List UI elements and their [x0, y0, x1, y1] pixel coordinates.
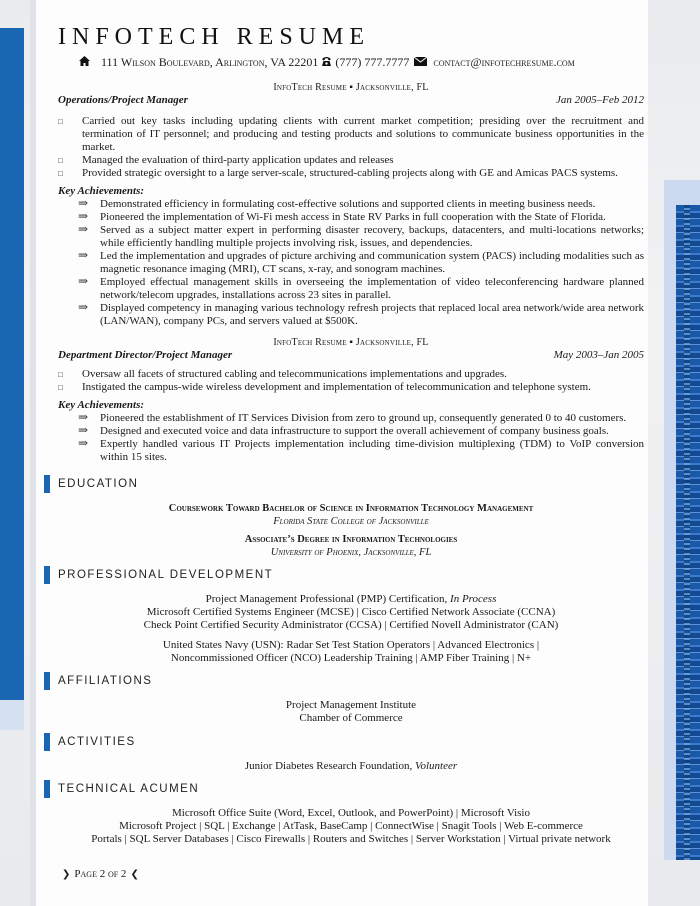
section-heading-affiliations — [44, 672, 644, 690]
education-entry-1 — [58, 502, 644, 528]
list-item: ⇒ Led the implementation and upgrades of picture archiving and communication system (PACS) including modalities such as magnetic resonance imaging (MRI), CT scans, x-ray, and sonogram machines. — [58, 250, 644, 276]
list-item: ⇒ Displayed competency in managing various technology refresh projects that replaced local area network/wide area network (LAN/WAN), company PCs, and servers valued at $500K. — [58, 302, 644, 328]
list-item: □ Oversaw all facets of structured cabling and telecommunications implementations and upgrades. — [58, 368, 644, 381]
job-dates: May 2003–Jan 2005 — [553, 349, 644, 361]
phone: (777) 777.7777 — [335, 55, 410, 69]
left-accent-bar — [0, 28, 24, 700]
job-title: Operations/Project Manager — [58, 94, 188, 106]
list-item: Microsoft Project | SQL | Exchange | AtTask, BaseCamp | ConnectWise | Snagit Tools | Web E-commerce — [119, 820, 583, 832]
page-number: Page 2 of 2 — [74, 868, 127, 880]
list-item: □ Instigated the campus-wide wireless development and implementation of telecommunication and telephone system. — [58, 381, 644, 394]
affiliations-list — [58, 699, 644, 725]
contact-line — [76, 55, 575, 70]
section-title: EDUCATION — [58, 478, 139, 490]
envelope-icon — [414, 57, 427, 69]
cert-line-1: Project Management Professional (PMP) Certification, In Process — [205, 593, 497, 605]
chevron-left-icon: ❮ — [130, 868, 139, 880]
address: 111 Wilson Boulevard, Arlington, VA 22201 — [101, 55, 319, 69]
school: University of Phoenix, Jacksonville, FL — [270, 547, 432, 558]
school: Florida State College of Jacksonville — [273, 516, 429, 527]
professional-development-certs — [58, 593, 644, 632]
degree: Associate’s Degree in Information Technologies — [244, 534, 458, 545]
email: contact@infotechresume.com — [433, 55, 575, 69]
experience-entry-2 — [58, 336, 644, 464]
activities-entry: Junior Diabetes Research Foundation, Volunteer — [244, 760, 458, 772]
role-row — [58, 349, 644, 362]
list-item: ⇒ Expertly handled various IT Projects implementation including time-division multiplexing (TDM) to VoIP conversion within 15 sites. — [58, 438, 644, 464]
section-marker — [44, 733, 50, 751]
list-item: □ Carried out key tasks including updating clients with current market competition; presiding over the recruitment and termination of IT personnel; and producing and testing products and solutions to communicate business opportunities in the market. — [58, 115, 644, 154]
section-heading-professional-development — [44, 566, 644, 584]
left-accent-bar-tail — [0, 700, 24, 730]
achievements-label: Key Achievements: — [58, 185, 145, 197]
achievements-label: Key Achievements: — [58, 399, 145, 411]
training-line-2: Noncommissioned Officer (NCO) Leadership Training | AMP Fiber Training | N+ — [170, 652, 532, 664]
phone-icon — [321, 56, 332, 69]
list-item: □ Provided strategic oversight to a large server-scale, structured-cabling projects along with GE and Amicas PACS systems. — [58, 167, 644, 180]
achievements-list — [58, 412, 644, 464]
job-dates: Jan 2005–Feb 2012 — [556, 94, 644, 106]
training-line-1: United States Navy (USN): Radar Set Test Station Operators | Advanced Electronics | — [162, 639, 540, 651]
list-item: Chamber of Commerce — [299, 712, 403, 724]
section-marker — [44, 475, 50, 493]
list-item: Project Management Institute — [285, 699, 417, 711]
employer-line: InfoTech Resume ▪ Jacksonville, FL — [273, 337, 429, 348]
achievements-list — [58, 198, 644, 328]
section-title: TECHNICAL ACUMEN — [58, 783, 200, 795]
list-item: ⇒ Employed effectual management skills in overseeing the implementation of video teleconferencing hardware planned network/telecom upgrades, installations across 23 sites in parallel. — [58, 276, 644, 302]
list-item: Portals | SQL Server Databases | Cisco Firewalls | Routers and Switches | Server Workstation | Virtual private network — [91, 833, 611, 845]
section-title: ACTIVITIES — [58, 736, 136, 748]
list-item: □ Managed the evaluation of third-party application updates and releases — [58, 154, 644, 167]
section-title: PROFESSIONAL DEVELOPMENT — [58, 569, 274, 581]
home-icon — [79, 56, 90, 69]
chevron-right-icon: ❯ — [62, 868, 71, 880]
responsibility-list — [58, 115, 644, 180]
list-item: ⇒ Demonstrated efficiency in formulating cost-effective solutions and supported clients in meeting business needs. — [58, 198, 644, 211]
responsibility-list — [58, 368, 644, 394]
list-item: Microsoft Office Suite (Word, Excel, Outlook, and PowerPoint) | Microsoft Visio — [171, 807, 530, 819]
technical-acumen-list — [58, 807, 644, 846]
resume-title: INFOTECH RESUME — [58, 24, 371, 50]
list-item: ⇒ Designed and executed voice and data infrastructure to support the overall achievement of company business goals. — [58, 425, 644, 438]
employer-line: InfoTech Resume ▪ Jacksonville, FL — [273, 82, 429, 93]
experience-entry-1 — [58, 81, 644, 328]
cert-line-2: Microsoft Certified Systems Engineer (MCSE) | Cisco Certified Network Associate (CCNA) — [146, 606, 556, 618]
role-row — [58, 94, 644, 107]
section-heading-activities — [44, 733, 644, 751]
cert-line-3: Check Point Certified Security Administrator (CCSA) | Certified Novell Administrator (CAN) — [143, 619, 559, 631]
section-marker — [44, 780, 50, 798]
list-item: ⇒ Pioneered the implementation of Wi-Fi mesh access in State RV Parks in full cooperation with the State of Florida. — [58, 211, 644, 224]
right-accent-stripes — [684, 205, 690, 860]
list-item: ⇒ Pioneered the establishment of IT Services Division from zero to ground up, consequently generated 0 to 40 customers. — [58, 412, 644, 425]
education-entry-2 — [58, 533, 644, 559]
section-title: AFFILIATIONS — [58, 675, 153, 687]
page-footer — [58, 868, 143, 880]
list-item: ⇒ Served as a subject matter expert in performing disaster recovery, backups, datacenters, and multi-locations networks; while efficiently handling multiple projects involving risk, issues, and dependencies. — [58, 224, 644, 250]
section-heading-technical-acumen — [44, 780, 644, 798]
section-heading-education — [44, 475, 644, 493]
section-marker — [44, 672, 50, 690]
professional-development-training — [58, 639, 644, 665]
job-title: Department Director/Project Manager — [58, 349, 233, 361]
degree: Coursework Toward Bachelor of Science in Information Technology Management — [168, 503, 534, 514]
section-marker — [44, 566, 50, 584]
